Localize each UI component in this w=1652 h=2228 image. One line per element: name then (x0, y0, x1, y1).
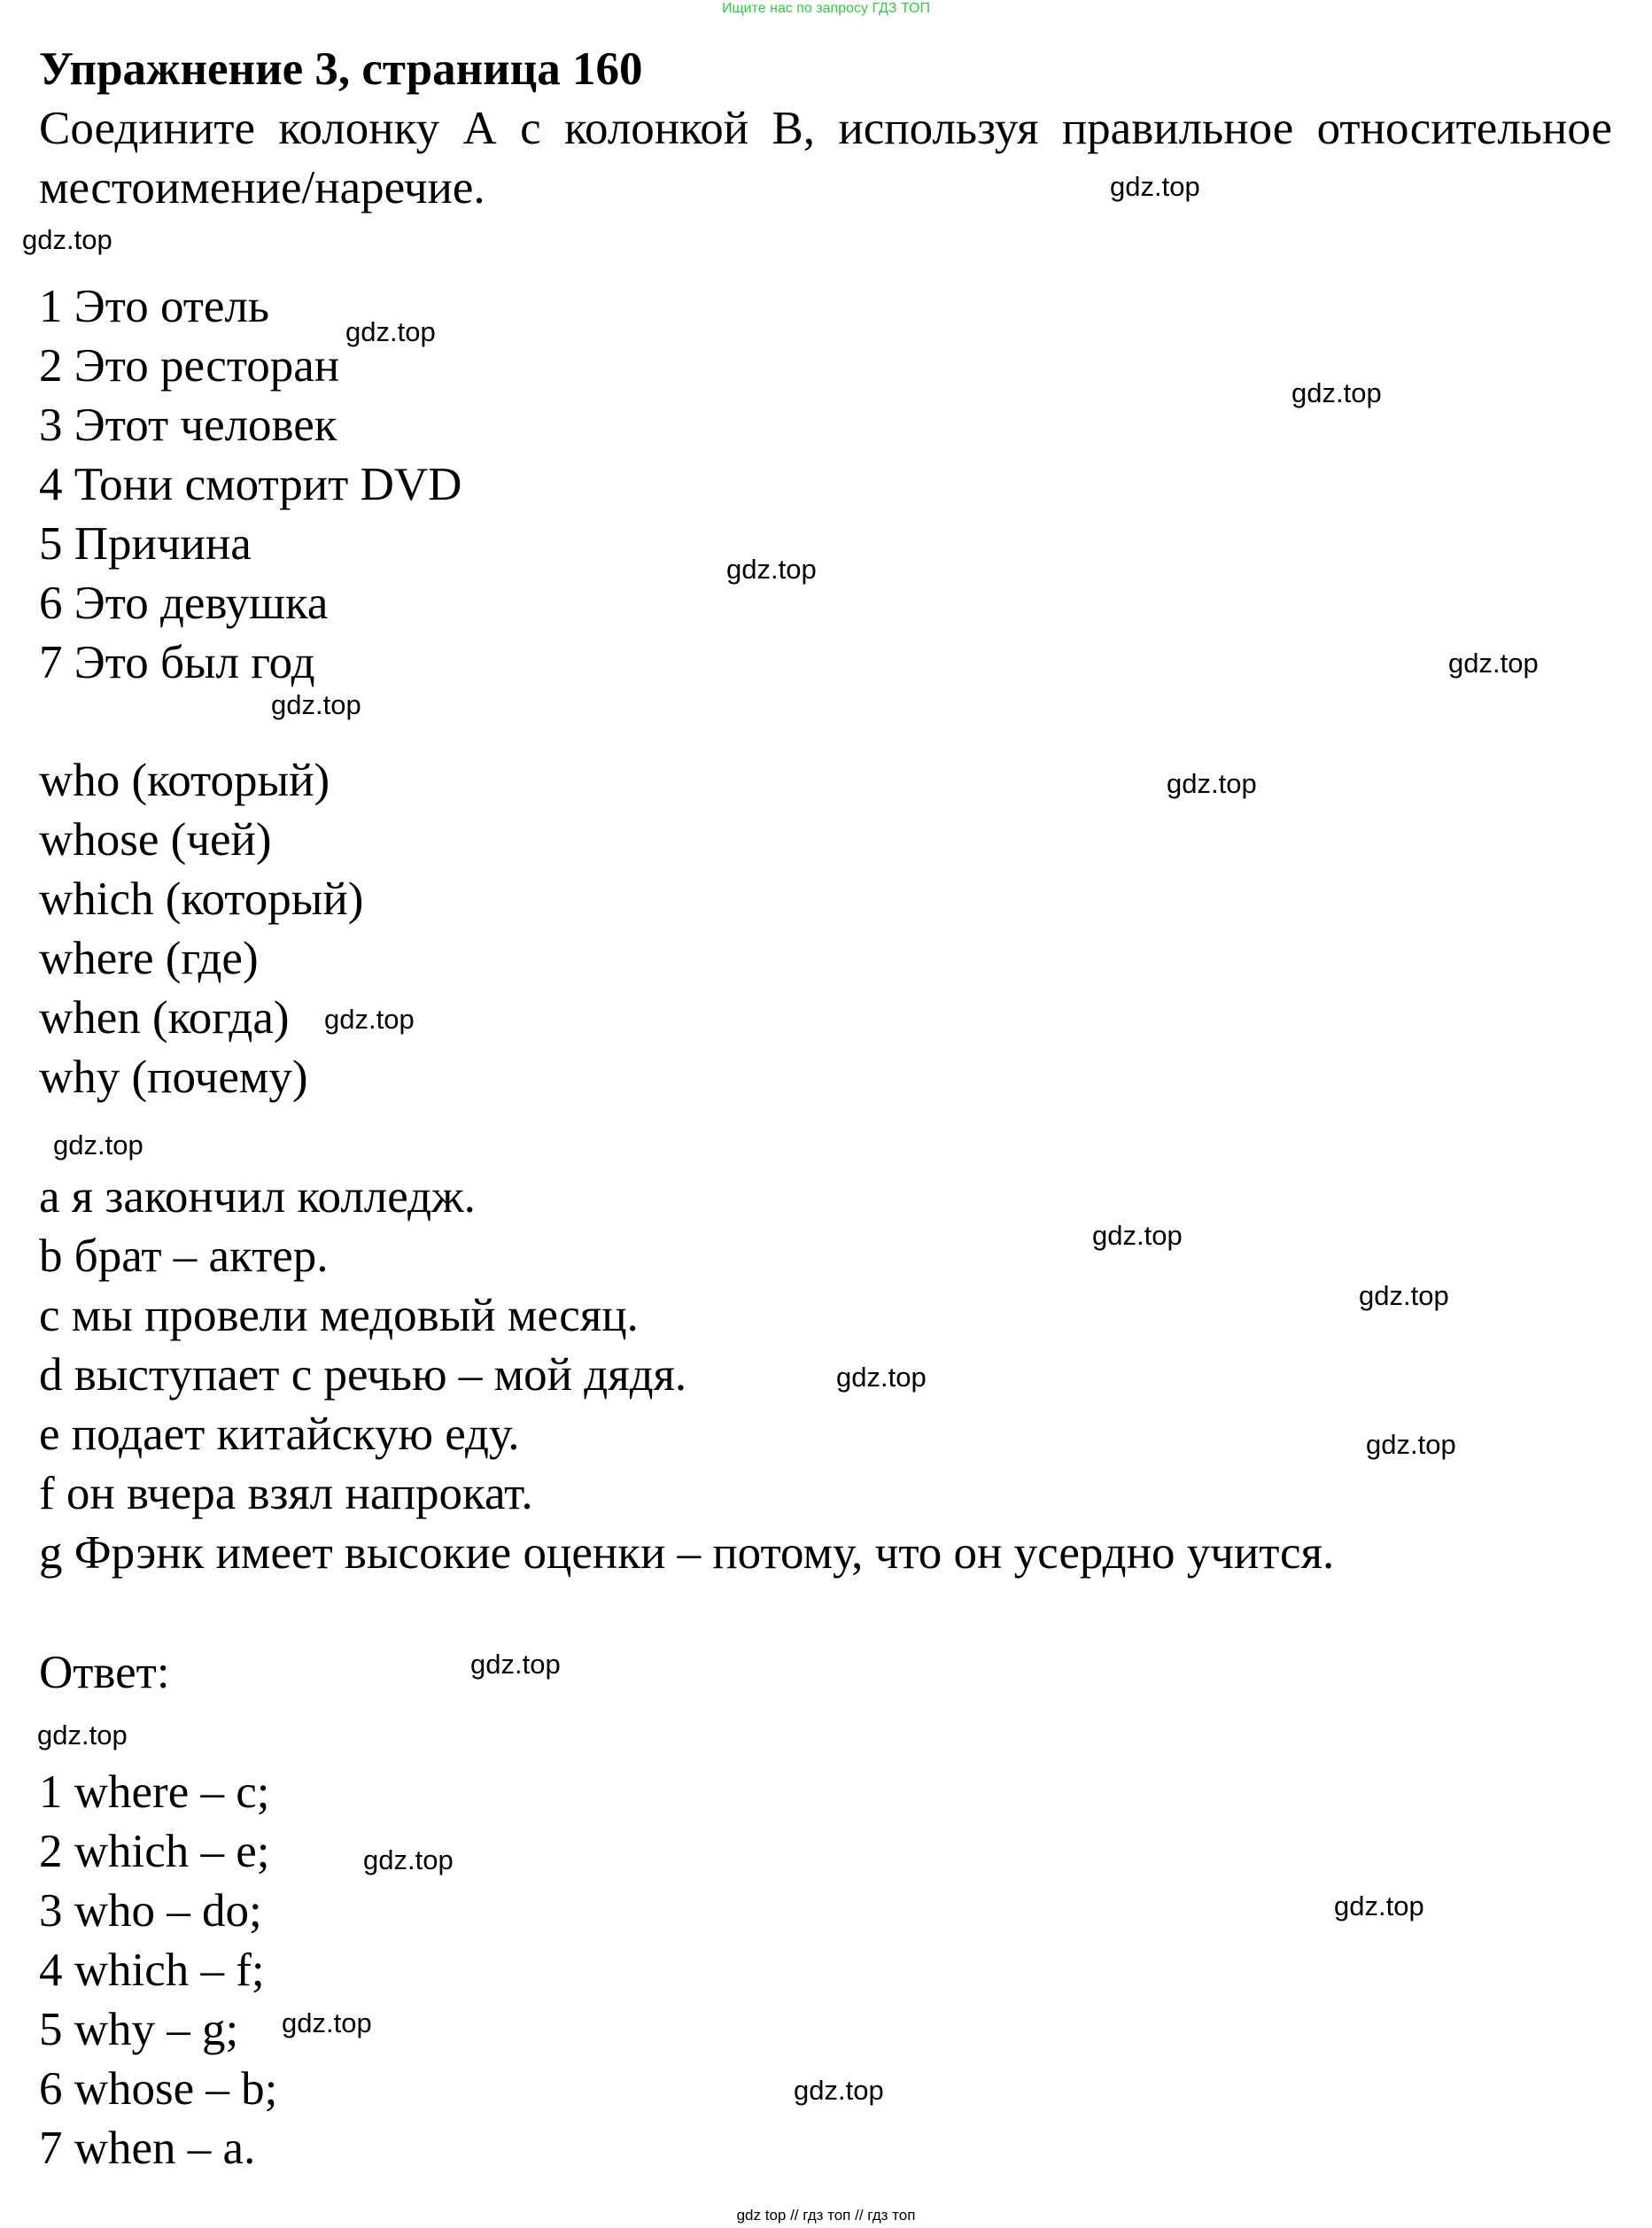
watermark: gdz.top (53, 1130, 143, 1161)
answer-item: 7 when – a. (39, 2123, 256, 2174)
watermark: gdz.top (1092, 1220, 1183, 1251)
answer-item: 4 which – f; (39, 1945, 265, 1996)
column-a-item: 4 Тони смотрит DVD (39, 459, 462, 510)
column-a-item: 7 Это был год (39, 637, 315, 688)
column-b-item: d выступает с речью – мой дядя. (39, 1349, 687, 1401)
watermark: gdz.top (37, 1720, 128, 1751)
column-b-item: b брат – актер. (39, 1230, 329, 1282)
watermark: gdz.top (271, 689, 361, 720)
instruction-text: Соедините колонку А с колонкой В, используя правильное относительное местоимение/наречие. (39, 103, 1612, 213)
column-a-item: 2 Это ресторан (39, 340, 340, 392)
watermark: gdz.top (836, 1362, 927, 1393)
column-b-item: g Фрэнк имеет высокие оценки – потому, что он усердно учится. (39, 1527, 1335, 1579)
watermark: gdz.top (794, 2075, 884, 2106)
answer-item: 6 whose – b; (39, 2063, 278, 2115)
answer-item: 5 why – g; (39, 2004, 239, 2055)
bottom-banner: gdz top // гдз топ // гдз топ (736, 2207, 916, 2224)
column-b-item: а я закончил колледж. (39, 1171, 476, 1223)
column-a-item: 5 Причина (39, 518, 252, 570)
answer-item: 3 who – do; (39, 1885, 262, 1937)
pronoun-item: why (почему) (39, 1052, 308, 1103)
answer-item: 2 which – e; (39, 1826, 270, 1877)
watermark: gdz.top (1291, 377, 1382, 408)
pronoun-item: who (который) (39, 755, 330, 806)
column-a-item: 3 Этот человек (39, 400, 337, 451)
column-a-item: 1 Это отель (39, 281, 270, 332)
watermark: gdz.top (726, 554, 817, 585)
column-b-item: f он вчера взял напрокат. (39, 1468, 533, 1519)
watermark: gdz.top (1334, 1890, 1424, 1921)
watermark: gdz.top (324, 1004, 415, 1035)
watermark: gdz.top (470, 1649, 561, 1680)
column-b-item: е подает китайскую еду. (39, 1409, 520, 1460)
watermark: gdz.top (345, 316, 436, 347)
column-b-item: с мы провели медовый месяц. (39, 1290, 639, 1341)
pronoun-item: where (где) (39, 933, 259, 984)
watermark: gdz.top (1110, 171, 1200, 202)
watermark: gdz.top (282, 2007, 372, 2038)
pronoun-item: which (который) (39, 873, 364, 925)
watermark: gdz.top (22, 224, 112, 255)
top-banner: Ищите нас по запросу ГДЗ ТОП (722, 1, 930, 16)
pronoun-item: when (когда) (39, 992, 290, 1044)
pronoun-item: whose (чей) (39, 814, 272, 866)
answer-heading: Ответ: (39, 1647, 170, 1698)
watermark: gdz.top (1448, 648, 1539, 679)
page-title: Упражнение 3, страница 160 (39, 43, 643, 95)
watermark: gdz.top (1366, 1429, 1456, 1460)
column-a-item: 6 Это девушка (39, 578, 329, 629)
answer-item: 1 where – c; (39, 1766, 270, 1818)
watermark: gdz.top (1167, 768, 1257, 799)
watermark: gdz.top (363, 1844, 454, 1875)
watermark: gdz.top (1359, 1280, 1449, 1311)
